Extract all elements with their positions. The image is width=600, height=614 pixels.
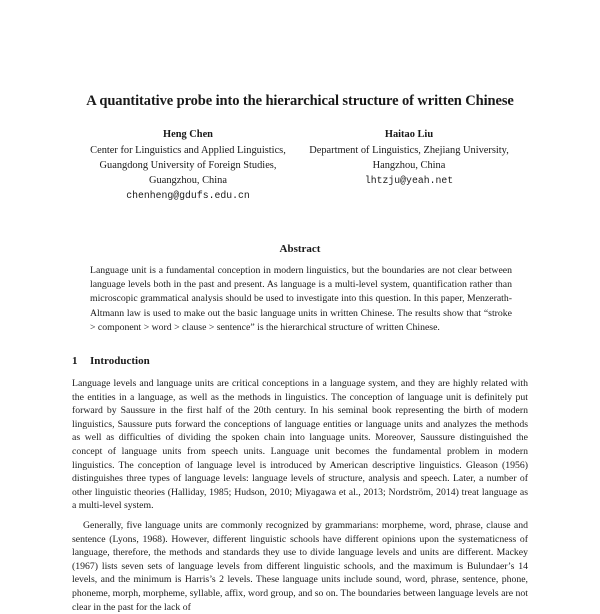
author-affiliation: Department of Linguistics, Zhejiang University, Hangzhou, China xyxy=(309,145,509,171)
author-block-2 xyxy=(300,127,518,188)
section-number: 1 xyxy=(72,355,78,367)
author-block-1 xyxy=(82,127,294,203)
abstract-heading: Abstract xyxy=(279,243,321,255)
paper-title: A quantitative probe into the hierarchical structure of written Chinese xyxy=(86,93,514,109)
author-name: Heng Chen xyxy=(163,129,213,140)
section-heading xyxy=(72,355,150,367)
abstract-text: Language unit is a fundamental conception in modern linguistics, but the boundaries are not clear between language levels both in the past and present. As language is a multi-level system, quantification rather than microscopic grammatical analysis should be used to investigate into this question. In this paper, Menzerath-Altmann law is used to make out the basic language units in written Chinese. The results show that “stroke > component > word > clause > sentence” is the hierarchical structure of written Chinese. xyxy=(90,265,512,333)
author-email[interactable]: chenheng@gdufs.edu.cn xyxy=(126,190,250,201)
author-name: Haitao Liu xyxy=(384,129,434,140)
section-title: Introduction xyxy=(90,355,150,367)
author-affiliation: Center for Linguistics and Applied Linguistics, Guangdong University of Foreign Studies, Guangzhou, China xyxy=(90,145,286,186)
body-paragraph: Generally, five language units are commonly recognized by grammarians: morpheme, word, phrase, clause and sentence (Lyons, 1968). However, different linguistic schools have different opinions upon the systematicness of language, therefore, the methods and standards they use to divide language levels and units are different. Mackey (1967) lists seven sets of language levels from different linguistic schools, and the maximum is Bulundaer’s 14 levels, and the minimum is Harris’s 2 levels. These language units include sound, word, phrase, sentence, phone, phoneme, morph, morpheme, syllable, affix, word group, and so on. The boundaries between language levels are not clear in the past for the lack of xyxy=(72,520,528,613)
body-paragraph: Language levels and language units are critical conceptions in a language system, and they are highly related with the entities in a language, as well as the methods in linguistics. The conception of language unit is definitely put forward by Saussure in the first half of the 20th century. In his seminal book representing the birth of modern linguistics, Saussure puts forward the conceptions of language entities or language units and analyzes the methods as well as difficulties of dividing the spoken chain into language units. Moreover, Saussure distinguished the concept of language units from speech units. Language unit becomes the fundamental problem in modern linguistics. The conception of language level is introduced by American descriptive linguistics. Gleason (1956) distinguishes three types of language levels: language levels of structure, analysis and speech. Later, a number of other linguistic theories (Halliday, 1985; Hudson, 2010; Miyagawa et al., 2013; Nordström, 2014) treat language as a multi-level system. xyxy=(72,378,528,512)
author-email[interactable]: lhtzju@yeah.net xyxy=(364,175,454,186)
